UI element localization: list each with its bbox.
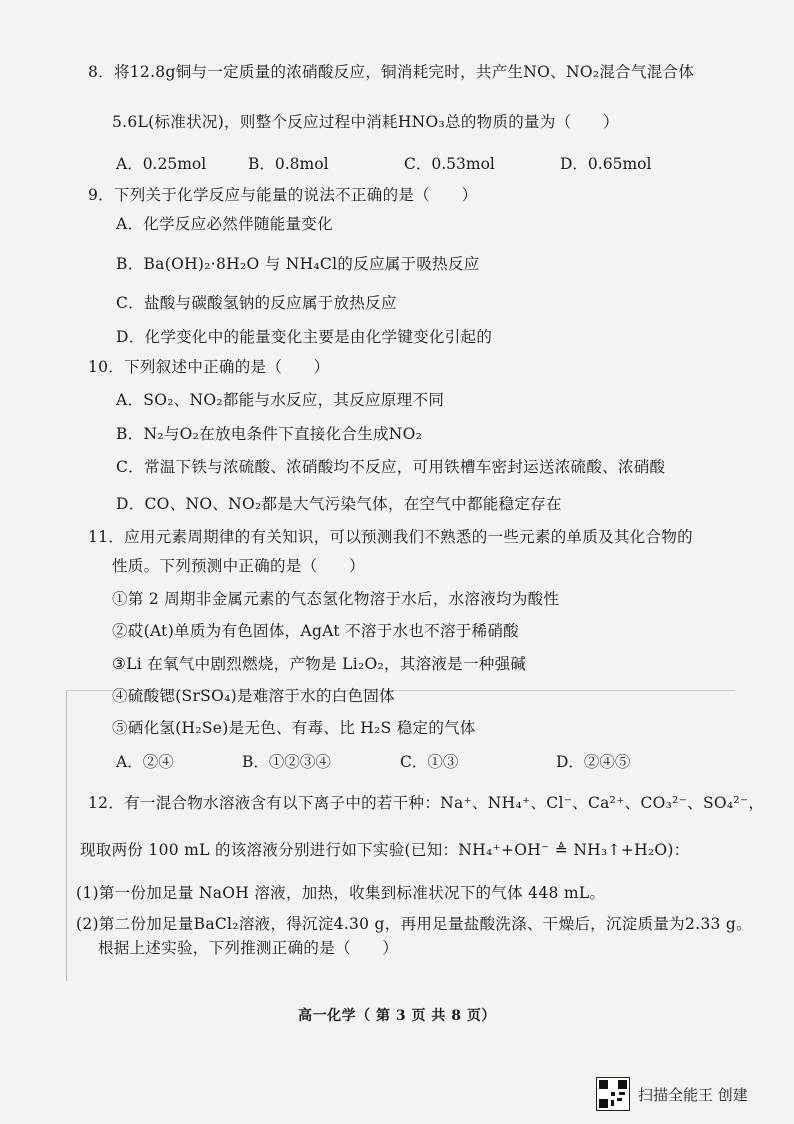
q12-stem: 12．有一混合物水溶液含有以下离子中的若干种：Na⁺、NH₄⁺、Cl⁻、Ca²⁺、CO₃²⁻、SO₄²⁻， (88, 794, 765, 812)
q11-option-b: B．①②③④ (242, 753, 331, 771)
q11-statement-2: ②砹(At)单质为有色固体，AgAt 不溶于水也不溶于稀硝酸 (112, 622, 519, 640)
q9-stem: 9．下列关于化学反应与能量的说法不正确的是（ ） (88, 186, 478, 204)
watermark-text: 扫描全能王 创建 (638, 1085, 748, 1104)
qr-code-icon (596, 1077, 630, 1111)
q10-stem: 10．下列叙述中正确的是（ ） (88, 358, 330, 376)
page-footer: 高一化学（ 第 3 页 共 8 页） (298, 1008, 496, 1024)
q12-stem-line2: 现取两份 100 mL 的该溶液分别进行如下实验(已知：NH₄⁺+OH⁻ ≜ NH₃↑+H₂O)： (80, 841, 690, 859)
q8-options (0, 152, 794, 172)
q11-statement-4: ④硫酸锶(SrSO₄)是难溶于水的白色固体 (112, 687, 395, 705)
q10-option-d: D．CO、NO、NO₂都是大气污染气体，在空气中都能稳定存在 (116, 495, 562, 513)
q11-option-c: C．①③ (400, 753, 459, 771)
q8-option-c: C．0.53mol (404, 155, 495, 173)
q11-statement-5: ⑤硒化氢(H₂Se)是无色、有毒、比 H₂S 稳定的气体 (112, 719, 476, 737)
q10-option-b: B．N₂与O₂在放电条件下直接化合生成NO₂ (116, 425, 423, 443)
q10-option-c: C．常温下铁与浓硫酸、浓硝酸均不反应，可用铁槽车密封运送浓硫酸、浓硝酸 (116, 458, 666, 476)
q9-option-d: D．化学变化中的能量变化主要是由化学键变化引起的 (116, 328, 493, 346)
q8-stem-line1: 8．将12.8g铜与一定质量的浓硝酸反应，铜消耗完时，共产生NO、NO₂混合气混合体 (88, 63, 695, 81)
q11-stem-line2: 性质。下列预测中正确的是（ ） (112, 557, 365, 575)
q8-option-d: D．0.65mol (560, 155, 652, 173)
q11-option-d: D．②④⑤ (556, 753, 631, 771)
q12-question: 根据上述实验，下列推测正确的是（ ） (98, 939, 399, 957)
q11-options (0, 750, 794, 770)
q10-option-a: A．SO₂、NO₂都能与水反应，其反应原理不同 (116, 391, 445, 409)
q8-option-b: B．0.8mol (248, 155, 329, 173)
q12-experiment-2: (2)第二份加足量BaCl₂溶液，得沉淀4.30 g，再用足量盐酸洗涤、干燥后，沉淀质量为2.33 g。 (76, 915, 752, 933)
q8-option-a: A．0.25mol (116, 155, 207, 173)
q9-option-b: B．Ba(OH)₂·8H₂O 与 NH₄Cl的反应属于吸热反应 (116, 255, 480, 273)
q12-experiment-1: (1)第一份加足量 NaOH 溶液，加热，收集到标准状况下的气体 448 mL。 (76, 884, 606, 902)
q11-statement-3: ③Li 在氧气中剧烈燃烧，产物是 Li₂O₂，其溶液是一种强碱 (112, 655, 527, 673)
q9-option-a: A．化学反应必然伴随能量变化 (116, 215, 333, 233)
scanner-watermark (596, 1078, 748, 1110)
q11-option-a: A．②④ (116, 753, 174, 771)
q8-stem-line2: 5.6L(标准状况)，则整个反应过程中消耗HNO₃总的物质的量为（ ） (112, 113, 619, 131)
q11-stem-line1: 11．应用元素周期律的有关知识，可以预测我们不熟悉的一些元素的单质及其化合物的 (88, 528, 693, 546)
q11-statement-1: ①第 2 周期非金属元素的气态氢化物溶于水后，水溶液均为酸性 (112, 590, 560, 608)
q9-option-c: C．盐酸与碳酸氢钠的反应属于放热反应 (116, 294, 397, 312)
